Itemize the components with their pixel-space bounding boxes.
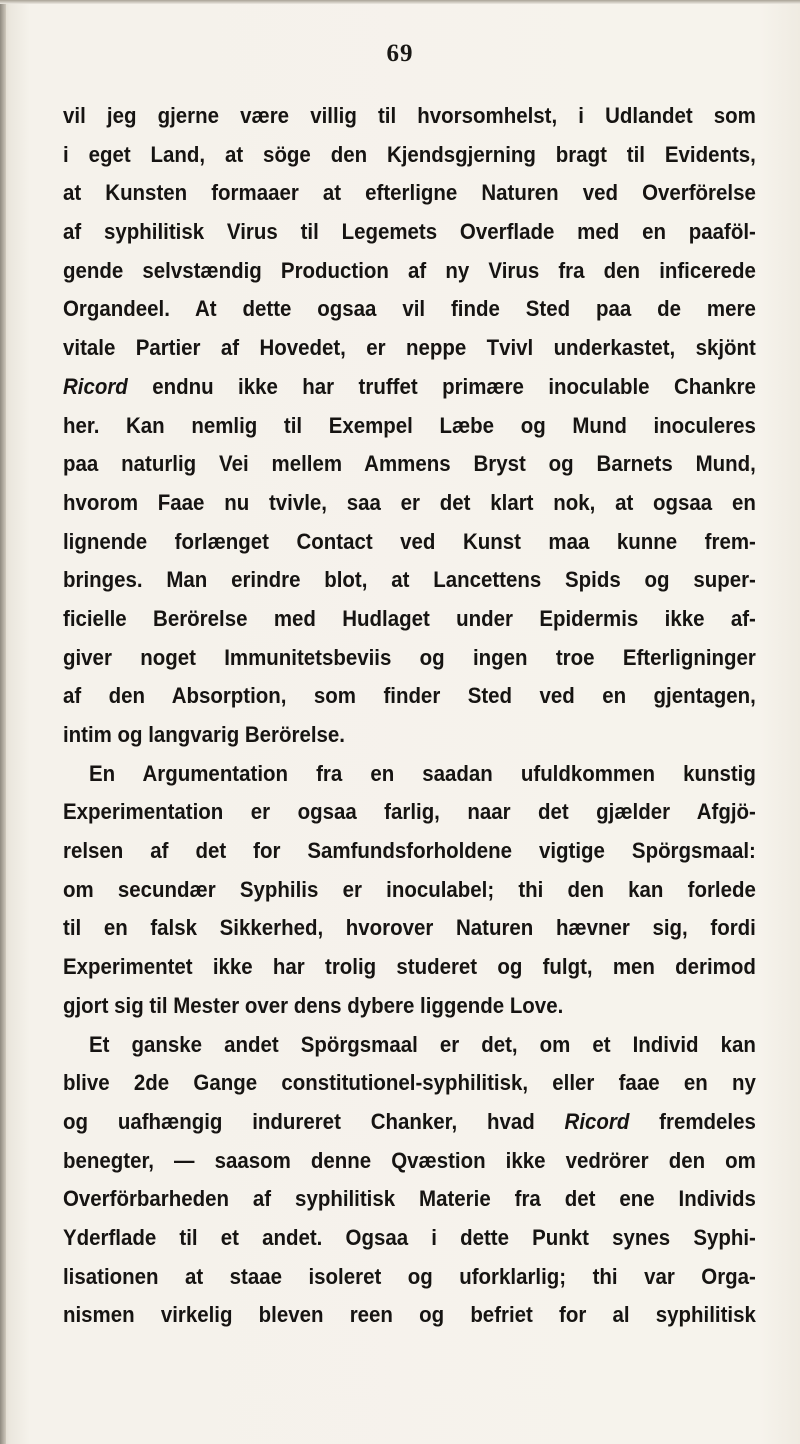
text-line: Experimentet ikke har trolig studeret og fulgt, men derimod <box>63 954 756 980</box>
text-line: paa naturlig Vei mellem Ammens Bryst og Barnets Mund, <box>63 451 756 477</box>
text-line: til en falsk Sikkerhed, hvorover Naturen hævner sig, fordi <box>63 915 756 941</box>
text-line: hvorom Faae nu tvivle, saa er det klart nok, at ogsaa en <box>63 489 756 515</box>
page-binding-edge <box>0 0 6 1444</box>
text-line: at Kunsten formaaer at efterligne Naturen ved Overförelse <box>63 180 756 206</box>
text-line: om secundær Syphilis er inoculabel; thi den kan forlede <box>63 876 756 902</box>
text-line: Overförbarheden af syphilitisk Materie fra det ene Individs <box>63 1186 756 1212</box>
text-line: intim og langvarig Berörelse. <box>63 722 345 747</box>
text-line: Ricord endnu ikke har truffet primære inoculable Chankre <box>63 373 756 399</box>
text-line: i eget Land, at söge den Kjendsgjerning bragt til Evidents, <box>63 141 756 167</box>
page-top-edge <box>0 0 800 4</box>
page-number: 69 <box>386 40 414 67</box>
text-line: giver noget Immunitetsbeviis og ingen troe Efterligninger <box>63 644 756 670</box>
text-line: lignende forlænget Contact ved Kunst maa kunne frem- <box>63 528 756 554</box>
text-line: lisationen at staae isoleret og uforklarlig; thi var Orga- <box>63 1263 756 1289</box>
text-line: af den Absorption, som finder Sted ved en gjentagen, <box>63 683 756 709</box>
text-line: bringes. Man erindre blot, at Lancettens Spids og super- <box>63 567 756 593</box>
text-line: Yderflade til et andet. Ogsaa i dette Punkt synes Syphi- <box>63 1224 756 1250</box>
text-line: Et ganske andet Spörgsmaal er det, om et Individ kan <box>89 1031 756 1057</box>
text-line: En Argumentation fra en saadan ufuldkommen kunstig <box>89 760 756 786</box>
text-line: blive 2de Gange constitutionel-syphilitisk, eller faae en ny <box>63 1070 756 1096</box>
body-text <box>63 97 756 1335</box>
text-line: gende selvstændig Production af ny Virus fra den inficerede <box>63 257 756 283</box>
text-line: af syphilitisk Virus til Legemets Overflade med en paaföl- <box>63 219 756 245</box>
text-line: ficielle Berörelse med Hudlaget under Epidermis ikke af- <box>63 605 756 631</box>
text-line: her. Kan nemlig til Exempel Læbe og Mund inoculeres <box>63 412 756 438</box>
text-line: Organdeel. At dette ogsaa vil finde Sted paa de mere <box>63 296 756 322</box>
text-line: nismen virkelig bleven reen og befriet for al syphilitisk <box>63 1302 756 1328</box>
text-line: relsen af det for Samfundsforholdene vigtige Spörgsmaal: <box>63 838 756 864</box>
text-line: og uafhængig indureret Chanker, hvad Ricord fremdeles <box>63 1108 756 1134</box>
text-line: benegter, — saasom denne Qvæstion ikke vedrörer den om <box>63 1147 756 1173</box>
text-line: vitale Partier af Hovedet, er neppe Tvivl underkastet, skjönt <box>63 335 756 361</box>
text-line: vil jeg gjerne være villig til hvorsomhelst, i Udlandet som <box>63 103 756 128</box>
text-line: gjort sig til Mester over dens dybere liggende Love. <box>63 992 564 1018</box>
text-line: Experimentation er ogsaa farlig, naar det gjælder Afgjö- <box>63 799 756 825</box>
